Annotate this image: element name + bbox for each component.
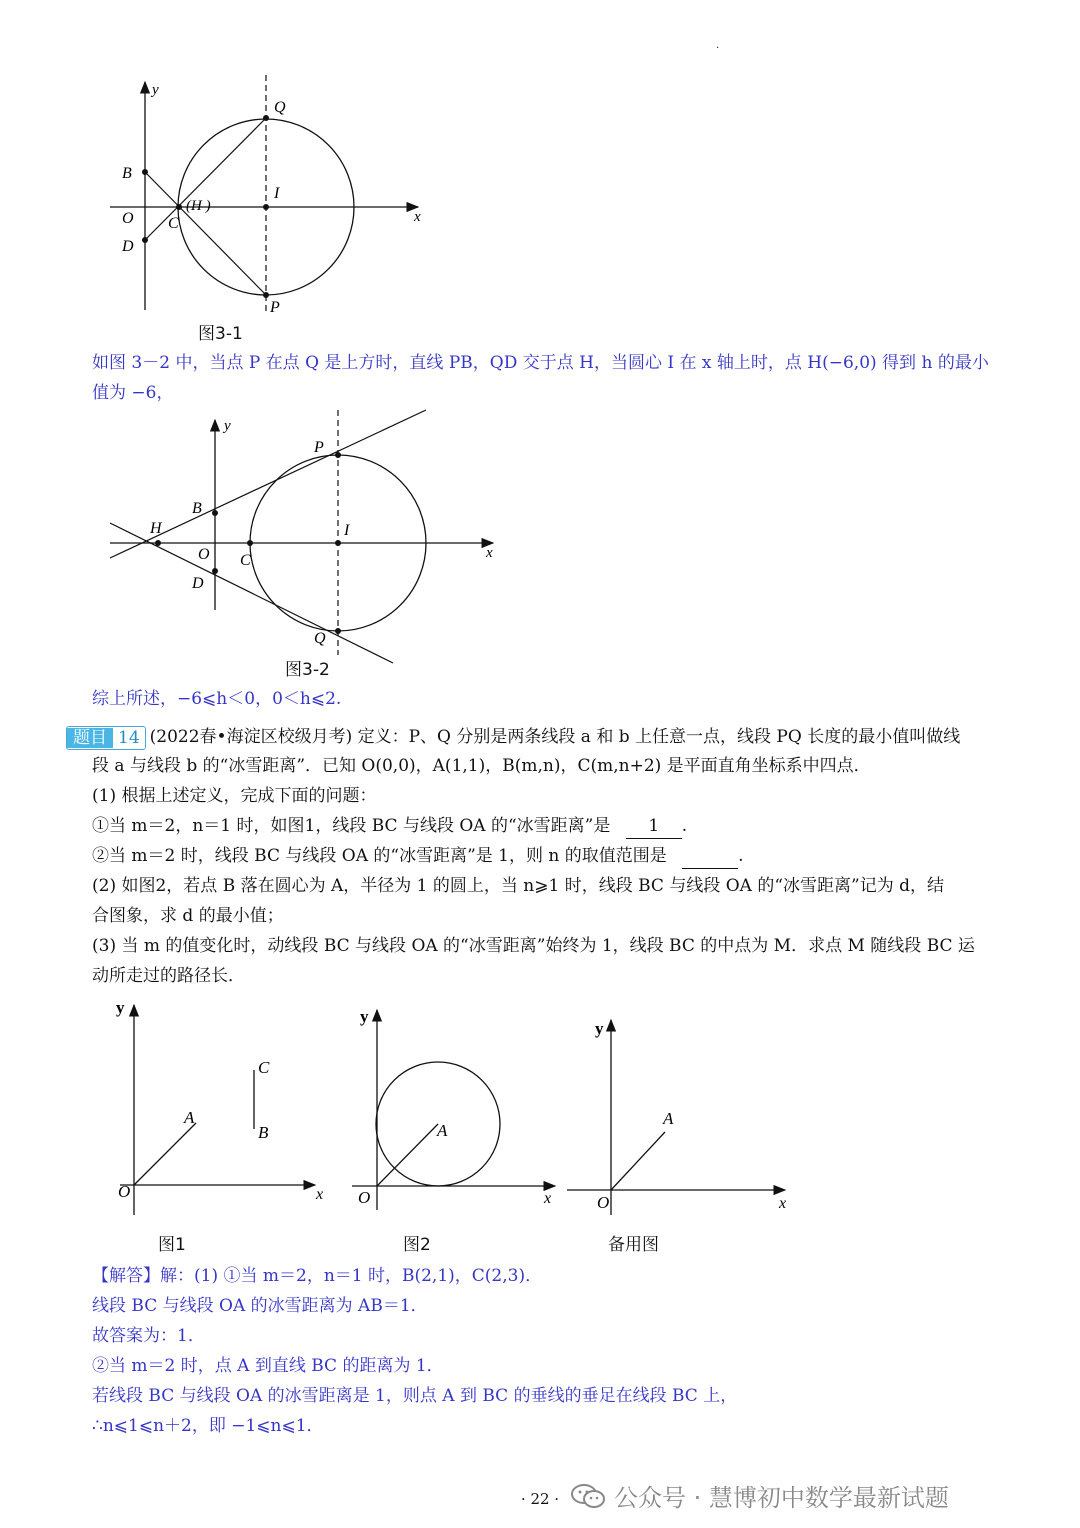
solution-line6: ∴n⩽1⩽n＋2，即 −1⩽n⩽1． xyxy=(92,1416,324,1436)
watermark-text: 公众号 · 慧博初中数学最新试题 xyxy=(614,1484,949,1512)
label-B: B xyxy=(122,165,132,182)
question-tag: 题目 14 xyxy=(66,726,146,750)
fig2-y: y xyxy=(360,1007,369,1026)
solution-line1: 【解答】解：(1) ①当 m＝2，n＝1 时，B(2,1)，C(2,3)． xyxy=(92,1266,543,1286)
fig3-O: O xyxy=(597,1193,610,1212)
figure-1 xyxy=(110,995,340,1220)
label-x2: x xyxy=(486,545,493,561)
label-I: I xyxy=(274,185,280,202)
fig1-x: x xyxy=(316,1186,324,1203)
solution-line3: 故答案为：1． xyxy=(92,1326,205,1346)
fig3-A: A xyxy=(663,1109,674,1128)
label-P: P xyxy=(270,299,280,316)
p1-line1: 如图 3－2 中，当点 P 在点 Q 是上方时，直线 PB，QD 交于点 H，当圆心 I 在 x 轴上时，点 H(−6,0) 得到 h 的最小 xyxy=(92,353,989,373)
fig32-caption: 图3-2 xyxy=(285,660,330,680)
label-Q: Q xyxy=(274,99,286,116)
fig2-x: x xyxy=(544,1190,552,1207)
figure-backup xyxy=(565,1010,795,1215)
label-Q2: Q xyxy=(314,630,326,647)
label-P2: P xyxy=(314,439,324,456)
label-C2: C xyxy=(240,552,251,569)
question-line1: 题目 14 (2022春•海淀区校级月考) 定义：P、Q 分别是两条线段 a 和 b 上任意一点，线段 PQ 长度的最小值叫做线 xyxy=(66,725,960,750)
fig31-caption: 图3-1 xyxy=(198,324,243,344)
question-line7: 合图象，求 d 的最小值； xyxy=(92,906,284,926)
label-C: C xyxy=(168,215,179,232)
page-number: · 22 · xyxy=(520,1490,560,1508)
fig3-x: x xyxy=(779,1195,787,1212)
label-y: y xyxy=(152,82,159,98)
question-line2: 段 a 与线段 b 的“冰雪距离”．已知 O(0,0)，A(1,1)，B(m,n)，C(m,n+2) 是平面直角坐标系中四点． xyxy=(92,756,871,776)
figure-3-1 xyxy=(100,70,440,320)
fig1-B: B xyxy=(258,1123,269,1142)
question-line5: ②当 m＝2 时，线段 BC 与线段 OA 的“冰雪距离”是 1，则 n 的取值范围是 . xyxy=(92,844,744,869)
fig2-O: O xyxy=(358,1188,371,1207)
p1-line2: 值为 −6， xyxy=(92,383,174,403)
question-line4: ①当 m＝2，n＝1 时，如图1，线段 BC 与线段 OA 的“冰雪距离”是 1 . xyxy=(92,814,687,839)
fig2-caption: 图2 xyxy=(403,1235,431,1255)
solution-line4: ②当 m＝2 时，点 A 到直线 BC 的距离为 1． xyxy=(92,1356,444,1376)
figure-3-2 xyxy=(108,405,498,670)
label-B2: B xyxy=(192,500,202,517)
fig1-O: O xyxy=(118,1182,131,1201)
figure-2 xyxy=(350,1000,565,1210)
top-dot: . xyxy=(716,40,720,51)
solution-line5: 若线段 BC 与线段 OA 的冰雪距离是 1，则点 A 到 BC 的垂线的垂足在线段 BC 上， xyxy=(92,1386,738,1406)
question-line8: (3) 当 m 的值变化时，动线段 BC 与线段 OA 的“冰雪距离”始终为 1，线段 BC 的中点为 M．求点 M 随线段 BC 运 xyxy=(92,936,975,956)
fig1-A: A xyxy=(184,1108,195,1127)
label-O2: O xyxy=(198,546,210,563)
answer-blank-1: 1 xyxy=(626,814,682,839)
label-H-paren: (H ) xyxy=(186,198,211,214)
question-line3: (1) 根据上述定义，完成下面的问题： xyxy=(92,786,377,806)
label-x: x xyxy=(414,209,421,225)
fig2-A: A xyxy=(437,1121,448,1140)
fig1-y: y xyxy=(116,998,125,1017)
answer-blank-2 xyxy=(682,844,738,869)
fig1-C: C xyxy=(258,1058,270,1077)
question-line6: (2) 如图2，若点 B 落在圆心为 A，半径为 1 的圆上，当 n⩾1 时，线段 BC 与线段 OA 的“冰雪距离”记为 d，结 xyxy=(92,876,945,896)
backup-caption: 备用图 xyxy=(608,1235,659,1255)
label-D: D xyxy=(122,238,134,255)
label-O: O xyxy=(122,210,134,227)
label-I2: I xyxy=(344,522,350,539)
question-line9: 动所走过的路径长． xyxy=(92,966,245,986)
solution-line2: 线段 BC 与线段 OA 的冰雪距离为 AB＝1． xyxy=(92,1296,428,1316)
label-D2: D xyxy=(192,575,204,592)
label-H: H xyxy=(150,520,162,537)
label-y2: y xyxy=(224,418,231,434)
summary: 综上所述，−6⩽h＜0，0＜h⩽2. xyxy=(92,689,342,709)
fig1-caption: 图1 xyxy=(158,1235,186,1255)
fig3-y: y xyxy=(595,1019,604,1038)
